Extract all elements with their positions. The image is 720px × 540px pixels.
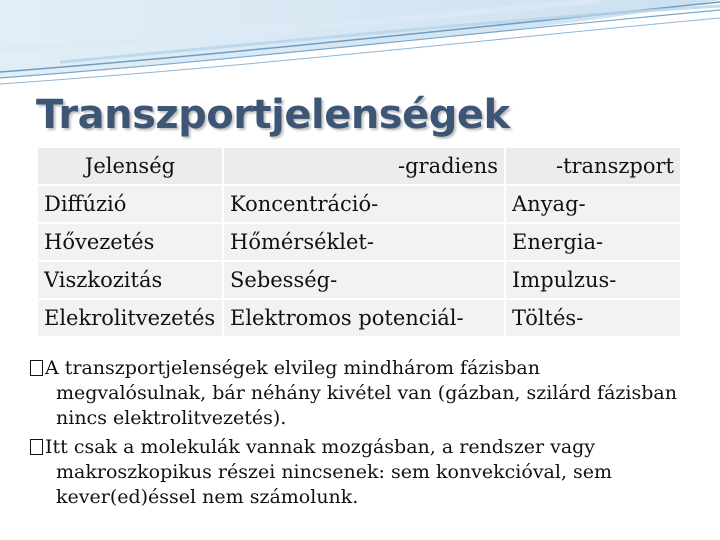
table-row — [38, 186, 680, 222]
header-transport: -transzport — [506, 148, 680, 184]
bullet-line: kever(ed)éssel nem számolunk. — [56, 486, 359, 508]
header-phenomenon: Jelenség — [38, 148, 222, 184]
bullet-line: A transzportjelenségek elvileg mindhárom fázisban — [45, 357, 540, 379]
header-gradient: -gradiens — [224, 148, 504, 184]
table-cell: Töltés- — [506, 300, 680, 336]
bullet-item — [30, 435, 706, 510]
table-cell: Anyag- — [506, 186, 680, 222]
bullet-box-icon — [30, 360, 43, 376]
bullet-line: makroszkopikus részei nincsenek: sem konvekcióval, sem — [56, 461, 613, 483]
table-row — [38, 300, 680, 336]
bullet-line: Itt csak a molekulák vannak mozgásban, a rendszer vagy — [45, 436, 596, 458]
table-cell: Hőmérséklet- — [224, 224, 504, 260]
decorative-header-waves — [0, 0, 720, 90]
table-cell: Impulzus- — [506, 262, 680, 298]
table-row — [38, 224, 680, 260]
transport-table — [36, 146, 682, 338]
table-row — [38, 262, 680, 298]
bullet-item — [30, 356, 706, 431]
bullet-box-icon — [30, 439, 43, 455]
table-cell: Viszkozitás — [38, 262, 222, 298]
slide-title: Transzportjelenségek — [36, 92, 510, 138]
table-cell: Elekrolitvezetés — [38, 300, 222, 336]
table-cell: Sebesség- — [224, 262, 504, 298]
table-cell: Elektromos potenciál- — [224, 300, 504, 336]
bullet-list — [30, 356, 706, 514]
table-cell: Diffúzió — [38, 186, 222, 222]
table-cell: Hővezetés — [38, 224, 222, 260]
table-cell: Energia- — [506, 224, 680, 260]
table-cell: Koncentráció- — [224, 186, 504, 222]
bullet-line: megvalósulnak, bár néhány kivétel van (gázban, szilárd fázisban — [56, 382, 677, 404]
table-header-row — [38, 148, 680, 184]
bullet-line: nincs elektrolitvezetés). — [56, 407, 287, 429]
